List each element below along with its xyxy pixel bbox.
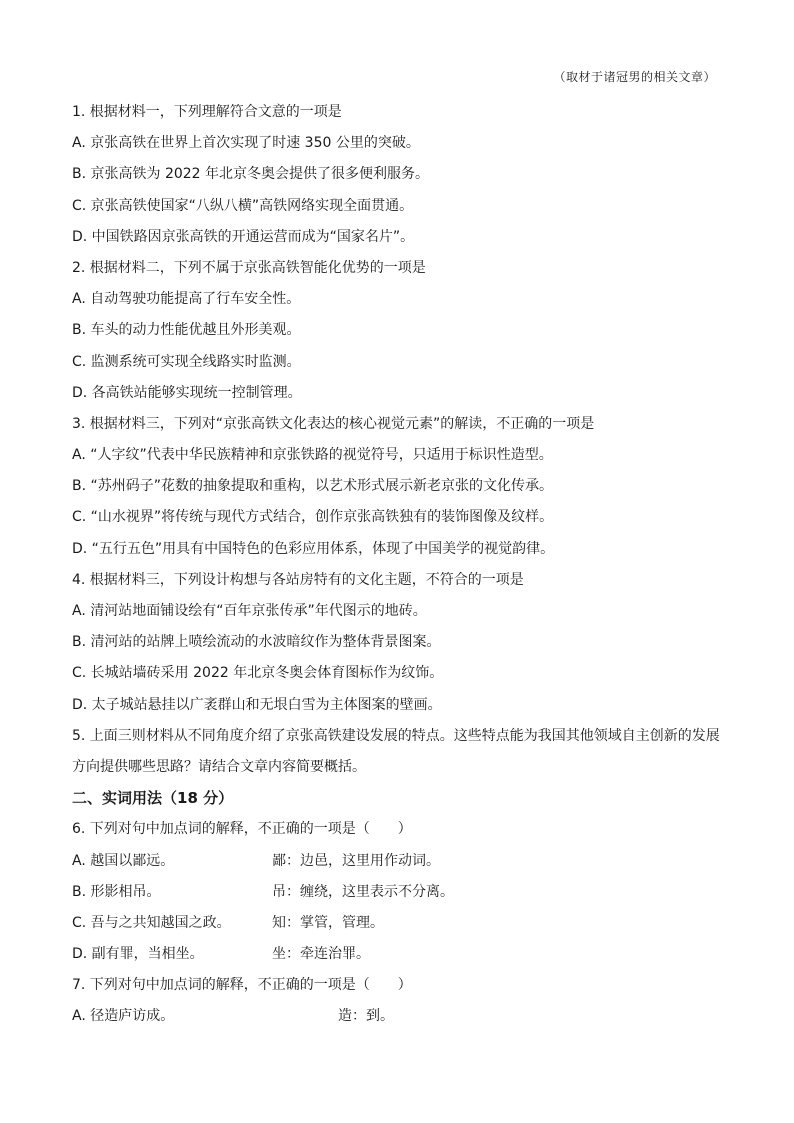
question-4-option-c: C. 长城站墙砖采用 2022 年北京冬奥会体育图标作为纹饰。 <box>72 665 444 682</box>
option-sentence: D. 副有罪，当相坐。 <box>72 946 204 963</box>
question-4-stem: 4. 根据材料三，下列设计构想与各站房特有的文化主题，不符合的一项是 <box>72 571 524 588</box>
option-gloss: 知：掌管，管理。 <box>272 914 384 931</box>
question-2-option-d: D. 各高铁站能够实现统一控制管理。 <box>72 384 302 401</box>
question-5-stem-line-1: 5. 上面三则材料从不同角度介绍了京张高铁建设发展的特点。这些特点能为我国其他领域自主创新的发展 <box>72 727 720 744</box>
question-7-option-a <box>72 1001 732 1032</box>
option-gloss: 吊：缠绕，这里表示不分离。 <box>272 883 454 900</box>
question-6-option-a <box>72 846 732 877</box>
question-4-option-d: D. 太子城站悬挂以广袤群山和无垠白雪为主体图案的壁画。 <box>72 696 442 713</box>
question-3-option-b: B. “苏州码子”花数的抽象提取和重构，以艺术形式展示新老京张的文化传承。 <box>72 478 554 495</box>
question-2-option-a: A. 自动驾驶功能提高了行车安全性。 <box>72 291 301 308</box>
source-note: （取材于诸冠男的相关文章） <box>553 70 716 84</box>
option-sentence: C. 吾与之共知越国之政。 <box>72 914 231 931</box>
question-3-stem: 3. 根据材料三，下列对“京张高铁文化表达的核心视觉元素”的解读，不正确的一项是 <box>72 415 595 432</box>
question-3-option-d: D. “五行五色”用具有中国特色的色彩应用体系，体现了中国美学的视觉韵律。 <box>72 540 555 557</box>
option-sentence: A. 径造庐访成。 <box>72 1008 175 1025</box>
question-3-option-a: A. “人字纹”代表中华民族精神和京张铁路的视觉符号，只适用于标识性造型。 <box>72 447 553 464</box>
question-6-option-d <box>72 939 732 970</box>
question-6-option-b <box>72 877 732 908</box>
question-6-stem: 6. 下列对句中加点词的解释，不正确的一项是（ ） <box>72 821 412 838</box>
question-3-option-c: C. “山水视界”将传统与现代方式结合，创作京张高铁独有的装饰图像及纹样。 <box>72 509 554 526</box>
question-1-stem: 1. 根据材料一，下列理解符合文意的一项是 <box>72 104 342 120</box>
option-sentence: A. 越国以鄙远。 <box>72 852 175 869</box>
question-2-option-b: B. 车头的动力性能优越且外形美观。 <box>72 322 301 339</box>
question-4-option-a: A. 清河站地面铺设绘有“百年京张传承”年代图示的地砖。 <box>72 603 427 619</box>
question-6-option-c <box>72 908 732 939</box>
question-4-option-b: B. 清河站的站牌上喷绘流动的水波暗纹作为整体背景图案。 <box>72 634 441 651</box>
option-gloss: 坐：牵连治罪。 <box>272 946 370 963</box>
question-2-stem: 2. 根据材料二，下列不属于京张高铁智能化优势的一项是 <box>72 259 426 276</box>
question-1-option-b: B. 京张高铁为 2022 年北京冬奥会提供了很多便利服务。 <box>72 166 430 183</box>
option-gloss: 鄙：边邑，这里用作动词。 <box>272 852 440 869</box>
option-gloss: 造：到。 <box>338 1008 394 1025</box>
option-sentence: B. 形影相吊。 <box>72 883 161 900</box>
page-content <box>72 97 732 1033</box>
question-5-stem-line-2: 方向提供哪些思路？请结合文章内容简要概括。 <box>72 758 366 775</box>
question-1-option-d: D. 中国铁路因京张高铁的开通运营而成为“国家名片”。 <box>72 228 415 245</box>
question-2-option-c: C. 监测系统可实现全线路实时监测。 <box>72 353 301 370</box>
question-7-stem: 7. 下列对句中加点词的解释，不正确的一项是（ ） <box>72 977 412 994</box>
question-1-option-c: C. 京张高铁使国家“八纵八横”高铁网络实现全面贯通。 <box>72 197 414 214</box>
question-1-option-a: A. 京张高铁在世界上首次实现了时速 350 公里的突破。 <box>72 135 420 152</box>
section-2-title: 二、实词用法（18 分） <box>72 789 234 808</box>
